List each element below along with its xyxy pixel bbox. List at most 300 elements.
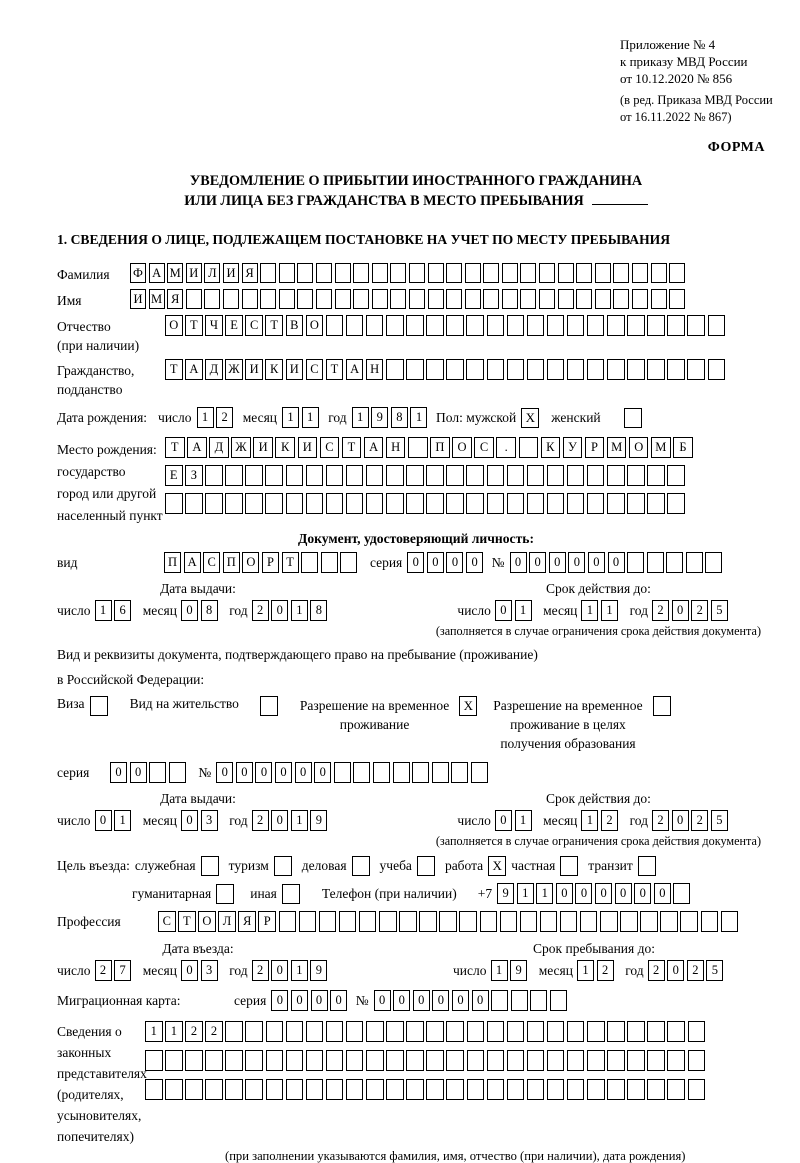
char-cell[interactable]: И <box>286 359 304 380</box>
char-cell[interactable] <box>279 263 295 283</box>
char-cell[interactable] <box>547 1079 565 1100</box>
char-cell[interactable]: Ф <box>130 263 146 283</box>
char-cell[interactable]: 1 <box>577 960 594 981</box>
char-cell[interactable] <box>316 289 332 309</box>
char-cell[interactable] <box>530 990 547 1011</box>
char-cell[interactable]: Т <box>165 359 183 380</box>
char-cell[interactable] <box>567 315 585 336</box>
char-cell[interactable] <box>326 315 344 336</box>
char-cell[interactable] <box>446 1050 464 1071</box>
char-cell[interactable]: П <box>223 552 240 573</box>
char-cell[interactable] <box>667 493 685 514</box>
char-cell[interactable] <box>286 465 304 486</box>
char-cell[interactable] <box>316 263 332 283</box>
char-cell[interactable]: 1 <box>536 883 553 904</box>
char-cell[interactable]: 0 <box>495 600 512 621</box>
char-cell[interactable]: Т <box>265 315 283 336</box>
char-cell[interactable]: 3 <box>201 960 218 981</box>
char-cell[interactable] <box>487 1021 505 1042</box>
char-cell[interactable]: 0 <box>295 762 312 783</box>
char-cell[interactable]: Т <box>178 911 196 932</box>
char-cell[interactable]: М <box>149 289 165 309</box>
char-cell[interactable] <box>627 359 645 380</box>
temp-permit-checkbox[interactable]: X <box>459 696 477 716</box>
char-cell[interactable] <box>386 1021 404 1042</box>
char-cell[interactable] <box>547 315 565 336</box>
char-cell[interactable]: 8 <box>310 600 327 621</box>
char-cell[interactable] <box>527 465 545 486</box>
char-cell[interactable]: 0 <box>556 883 573 904</box>
char-cell[interactable] <box>346 315 364 336</box>
char-cell[interactable]: Я <box>167 289 183 309</box>
char-cell[interactable] <box>223 289 239 309</box>
char-cell[interactable] <box>446 465 464 486</box>
char-cell[interactable] <box>386 359 404 380</box>
char-cell[interactable]: 0 <box>314 762 331 783</box>
char-cell[interactable] <box>632 289 648 309</box>
char-cell[interactable]: О <box>198 911 216 932</box>
char-cell[interactable]: Я <box>238 911 256 932</box>
char-cell[interactable] <box>507 1021 525 1042</box>
char-cell[interactable] <box>647 1079 665 1100</box>
char-cell[interactable] <box>520 289 536 309</box>
char-cell[interactable] <box>286 1050 304 1071</box>
char-cell[interactable] <box>701 911 719 932</box>
char-cell[interactable] <box>245 1079 263 1100</box>
char-cell[interactable] <box>627 1050 645 1071</box>
char-cell[interactable] <box>632 263 648 283</box>
char-cell[interactable] <box>627 552 644 573</box>
char-cell[interactable]: 2 <box>597 960 614 981</box>
char-cell[interactable] <box>335 263 351 283</box>
char-cell[interactable]: И <box>130 289 146 309</box>
char-cell[interactable]: 0 <box>588 552 605 573</box>
char-cell[interactable] <box>306 465 324 486</box>
char-cell[interactable] <box>507 1079 525 1100</box>
char-cell[interactable] <box>680 911 698 932</box>
char-cell[interactable] <box>507 315 525 336</box>
char-cell[interactable] <box>346 1050 364 1071</box>
char-cell[interactable] <box>204 289 220 309</box>
char-cell[interactable] <box>487 465 505 486</box>
char-cell[interactable] <box>185 1079 203 1100</box>
char-cell[interactable] <box>558 263 574 283</box>
char-cell[interactable]: 0 <box>510 552 527 573</box>
char-cell[interactable] <box>406 1079 424 1100</box>
char-cell[interactable]: Р <box>585 437 605 458</box>
char-cell[interactable]: Б <box>673 437 693 458</box>
char-cell[interactable] <box>502 263 518 283</box>
char-cell[interactable] <box>366 1079 384 1100</box>
char-cell[interactable]: 0 <box>654 883 671 904</box>
char-cell[interactable] <box>339 911 357 932</box>
char-cell[interactable] <box>487 359 505 380</box>
char-cell[interactable] <box>527 1050 545 1071</box>
char-cell[interactable] <box>306 493 324 514</box>
char-cell[interactable] <box>225 493 243 514</box>
char-cell[interactable]: 1 <box>302 407 319 428</box>
char-cell[interactable]: 0 <box>446 552 463 573</box>
char-cell[interactable]: 1 <box>145 1021 163 1042</box>
char-cell[interactable] <box>466 359 484 380</box>
char-cell[interactable] <box>299 911 317 932</box>
char-cell[interactable] <box>321 552 338 573</box>
char-cell[interactable]: 2 <box>652 810 669 831</box>
char-cell[interactable] <box>519 437 539 458</box>
char-cell[interactable]: 0 <box>374 990 391 1011</box>
char-cell[interactable] <box>466 315 484 336</box>
char-cell[interactable] <box>286 493 304 514</box>
char-cell[interactable] <box>627 1021 645 1042</box>
purpose-transit-checkbox[interactable] <box>638 856 656 876</box>
char-cell[interactable]: О <box>306 315 324 336</box>
char-cell[interactable] <box>627 315 645 336</box>
char-cell[interactable]: 9 <box>497 883 514 904</box>
char-cell[interactable] <box>297 289 313 309</box>
char-cell[interactable]: 2 <box>687 960 704 981</box>
char-cell[interactable] <box>627 1079 645 1100</box>
char-cell[interactable]: 2 <box>691 600 708 621</box>
char-cell[interactable]: 0 <box>255 762 272 783</box>
char-cell[interactable]: С <box>474 437 494 458</box>
char-cell[interactable] <box>386 1050 404 1071</box>
char-cell[interactable] <box>669 263 685 283</box>
char-cell[interactable] <box>446 359 464 380</box>
char-cell[interactable] <box>647 1050 665 1071</box>
char-cell[interactable] <box>306 1079 324 1100</box>
char-cell[interactable]: 2 <box>95 960 112 981</box>
char-cell[interactable]: Т <box>282 552 299 573</box>
char-cell[interactable] <box>373 762 390 783</box>
char-cell[interactable]: 2 <box>652 600 669 621</box>
char-cell[interactable]: А <box>187 437 207 458</box>
char-cell[interactable] <box>225 1079 243 1100</box>
char-cell[interactable]: 2 <box>252 600 269 621</box>
char-cell[interactable] <box>483 263 499 283</box>
char-cell[interactable] <box>651 289 667 309</box>
char-cell[interactable]: 0 <box>672 600 689 621</box>
char-cell[interactable] <box>527 359 545 380</box>
char-cell[interactable] <box>647 493 665 514</box>
purpose-business-checkbox[interactable] <box>352 856 370 876</box>
char-cell[interactable] <box>326 1079 344 1100</box>
char-cell[interactable] <box>465 289 481 309</box>
char-cell[interactable]: Е <box>225 315 243 336</box>
char-cell[interactable] <box>326 1021 344 1042</box>
char-cell[interactable]: Л <box>218 911 236 932</box>
char-cell[interactable]: 0 <box>311 990 328 1011</box>
char-cell[interactable] <box>558 289 574 309</box>
char-cell[interactable] <box>225 465 243 486</box>
char-cell[interactable] <box>587 1050 605 1071</box>
char-cell[interactable] <box>465 263 481 283</box>
char-cell[interactable] <box>511 990 528 1011</box>
char-cell[interactable] <box>205 493 223 514</box>
char-cell[interactable]: М <box>607 437 627 458</box>
char-cell[interactable] <box>386 1079 404 1100</box>
char-cell[interactable] <box>688 1050 706 1071</box>
char-cell[interactable] <box>185 493 203 514</box>
char-cell[interactable] <box>667 1021 685 1042</box>
char-cell[interactable]: 0 <box>667 960 684 981</box>
char-cell[interactable]: 1 <box>197 407 214 428</box>
char-cell[interactable] <box>386 315 404 336</box>
char-cell[interactable]: 0 <box>271 600 288 621</box>
char-cell[interactable]: 1 <box>114 810 131 831</box>
char-cell[interactable] <box>286 1021 304 1042</box>
char-cell[interactable] <box>607 465 625 486</box>
char-cell[interactable] <box>432 762 449 783</box>
char-cell[interactable] <box>379 911 397 932</box>
char-cell[interactable] <box>301 552 318 573</box>
char-cell[interactable] <box>667 1050 685 1071</box>
char-cell[interactable]: 8 <box>391 407 408 428</box>
char-cell[interactable] <box>399 911 417 932</box>
char-cell[interactable] <box>487 493 505 514</box>
char-cell[interactable] <box>426 1021 444 1042</box>
char-cell[interactable]: 0 <box>432 990 449 1011</box>
char-cell[interactable]: С <box>320 437 340 458</box>
char-cell[interactable] <box>647 1021 665 1042</box>
char-cell[interactable]: 0 <box>291 990 308 1011</box>
char-cell[interactable] <box>688 1079 706 1100</box>
char-cell[interactable] <box>319 911 337 932</box>
char-cell[interactable] <box>467 1079 485 1100</box>
char-cell[interactable] <box>205 1079 223 1100</box>
residence-permit-checkbox[interactable] <box>260 696 278 716</box>
char-cell[interactable]: Р <box>262 552 279 573</box>
char-cell[interactable]: 7 <box>114 960 131 981</box>
char-cell[interactable]: М <box>651 437 671 458</box>
char-cell[interactable] <box>587 493 605 514</box>
char-cell[interactable]: 0 <box>275 762 292 783</box>
char-cell[interactable] <box>480 911 498 932</box>
char-cell[interactable] <box>366 315 384 336</box>
char-cell[interactable]: А <box>149 263 165 283</box>
char-cell[interactable] <box>165 493 183 514</box>
char-cell[interactable] <box>647 359 665 380</box>
char-cell[interactable] <box>459 911 477 932</box>
char-cell[interactable] <box>666 552 683 573</box>
char-cell[interactable] <box>225 1021 243 1042</box>
char-cell[interactable] <box>446 1079 464 1100</box>
char-cell[interactable] <box>306 1021 324 1042</box>
char-cell[interactable] <box>406 359 424 380</box>
char-cell[interactable]: Т <box>165 437 185 458</box>
char-cell[interactable]: П <box>430 437 450 458</box>
char-cell[interactable] <box>595 263 611 283</box>
char-cell[interactable]: 1 <box>291 960 308 981</box>
char-cell[interactable]: З <box>185 465 203 486</box>
char-cell[interactable] <box>686 552 703 573</box>
char-cell[interactable]: 9 <box>310 960 327 981</box>
char-cell[interactable]: С <box>306 359 324 380</box>
char-cell[interactable] <box>386 465 404 486</box>
char-cell[interactable] <box>627 465 645 486</box>
sex-male-checkbox[interactable]: X <box>521 408 539 428</box>
char-cell[interactable] <box>306 1050 324 1071</box>
char-cell[interactable] <box>326 1050 344 1071</box>
char-cell[interactable] <box>547 1021 565 1042</box>
char-cell[interactable]: К <box>541 437 561 458</box>
char-cell[interactable]: 0 <box>672 810 689 831</box>
char-cell[interactable] <box>406 315 424 336</box>
char-cell[interactable]: И <box>298 437 318 458</box>
char-cell[interactable]: 1 <box>581 810 598 831</box>
char-cell[interactable] <box>547 465 565 486</box>
char-cell[interactable] <box>408 437 428 458</box>
char-cell[interactable] <box>390 263 406 283</box>
char-cell[interactable]: И <box>245 359 263 380</box>
char-cell[interactable]: 1 <box>581 600 598 621</box>
char-cell[interactable] <box>539 289 555 309</box>
char-cell[interactable] <box>446 1021 464 1042</box>
char-cell[interactable]: К <box>275 437 295 458</box>
char-cell[interactable]: 2 <box>601 810 618 831</box>
char-cell[interactable]: Т <box>326 359 344 380</box>
char-cell[interactable]: 0 <box>595 883 612 904</box>
char-cell[interactable]: 0 <box>216 762 233 783</box>
char-cell[interactable] <box>550 990 567 1011</box>
char-cell[interactable]: А <box>185 359 203 380</box>
char-cell[interactable]: 1 <box>601 600 618 621</box>
char-cell[interactable] <box>487 1079 505 1100</box>
char-cell[interactable] <box>266 1050 284 1071</box>
char-cell[interactable]: 9 <box>371 407 388 428</box>
char-cell[interactable]: 0 <box>495 810 512 831</box>
char-cell[interactable] <box>260 289 276 309</box>
char-cell[interactable] <box>426 493 444 514</box>
char-cell[interactable] <box>279 911 297 932</box>
char-cell[interactable]: 0 <box>608 552 625 573</box>
char-cell[interactable] <box>520 911 538 932</box>
char-cell[interactable]: 2 <box>252 810 269 831</box>
char-cell[interactable] <box>607 493 625 514</box>
char-cell[interactable] <box>353 762 370 783</box>
char-cell[interactable]: И <box>223 263 239 283</box>
char-cell[interactable] <box>687 359 705 380</box>
char-cell[interactable] <box>390 289 406 309</box>
char-cell[interactable] <box>647 465 665 486</box>
char-cell[interactable] <box>471 762 488 783</box>
char-cell[interactable]: Ж <box>231 437 251 458</box>
char-cell[interactable] <box>721 911 739 932</box>
char-cell[interactable]: 0 <box>130 762 147 783</box>
char-cell[interactable]: А <box>364 437 384 458</box>
char-cell[interactable] <box>242 289 258 309</box>
char-cell[interactable] <box>426 465 444 486</box>
visa-checkbox[interactable] <box>90 696 108 716</box>
char-cell[interactable] <box>426 1050 444 1071</box>
char-cell[interactable] <box>353 263 369 283</box>
char-cell[interactable] <box>567 465 585 486</box>
char-cell[interactable] <box>607 1021 625 1042</box>
char-cell[interactable]: 0 <box>95 810 112 831</box>
char-cell[interactable] <box>466 493 484 514</box>
char-cell[interactable]: 9 <box>310 810 327 831</box>
char-cell[interactable] <box>567 493 585 514</box>
char-cell[interactable] <box>419 911 437 932</box>
char-cell[interactable]: 0 <box>393 990 410 1011</box>
char-cell[interactable]: М <box>167 263 183 283</box>
char-cell[interactable]: 0 <box>236 762 253 783</box>
char-cell[interactable]: Д <box>205 359 223 380</box>
char-cell[interactable] <box>359 911 377 932</box>
char-cell[interactable]: 0 <box>271 810 288 831</box>
char-cell[interactable] <box>412 762 429 783</box>
char-cell[interactable]: 2 <box>691 810 708 831</box>
char-cell[interactable] <box>334 762 351 783</box>
char-cell[interactable] <box>667 465 685 486</box>
char-cell[interactable]: Я <box>242 263 258 283</box>
char-cell[interactable]: 1 <box>491 960 508 981</box>
char-cell[interactable] <box>576 263 592 283</box>
char-cell[interactable] <box>266 1021 284 1042</box>
char-cell[interactable] <box>205 1050 223 1071</box>
char-cell[interactable] <box>326 465 344 486</box>
char-cell[interactable]: И <box>186 263 202 283</box>
purpose-humanitarian-checkbox[interactable] <box>216 884 234 904</box>
char-cell[interactable] <box>406 493 424 514</box>
char-cell[interactable] <box>260 263 276 283</box>
char-cell[interactable]: Р <box>258 911 276 932</box>
char-cell[interactable] <box>502 289 518 309</box>
char-cell[interactable]: 1 <box>352 407 369 428</box>
char-cell[interactable]: Ч <box>205 315 223 336</box>
char-cell[interactable]: О <box>629 437 649 458</box>
char-cell[interactable] <box>426 315 444 336</box>
char-cell[interactable]: 0 <box>181 600 198 621</box>
char-cell[interactable]: 5 <box>711 810 728 831</box>
char-cell[interactable]: С <box>245 315 263 336</box>
char-cell[interactable] <box>607 315 625 336</box>
char-cell[interactable] <box>483 289 499 309</box>
char-cell[interactable] <box>595 289 611 309</box>
char-cell[interactable] <box>507 465 525 486</box>
char-cell[interactable] <box>446 263 462 283</box>
char-cell[interactable] <box>346 1079 364 1100</box>
char-cell[interactable] <box>406 1021 424 1042</box>
char-cell[interactable] <box>527 1021 545 1042</box>
char-cell[interactable] <box>346 465 364 486</box>
char-cell[interactable]: 0 <box>466 552 483 573</box>
char-cell[interactable]: Н <box>386 437 406 458</box>
char-cell[interactable] <box>145 1050 163 1071</box>
char-cell[interactable]: И <box>253 437 273 458</box>
char-cell[interactable] <box>372 289 388 309</box>
char-cell[interactable]: О <box>242 552 259 573</box>
char-cell[interactable] <box>560 911 578 932</box>
char-cell[interactable] <box>366 1050 384 1071</box>
char-cell[interactable]: 6 <box>114 600 131 621</box>
char-cell[interactable]: 0 <box>472 990 489 1011</box>
char-cell[interactable]: 0 <box>330 990 347 1011</box>
char-cell[interactable] <box>527 315 545 336</box>
char-cell[interactable]: 0 <box>549 552 566 573</box>
char-cell[interactable] <box>567 1079 585 1100</box>
char-cell[interactable] <box>409 289 425 309</box>
purpose-private-checkbox[interactable] <box>560 856 578 876</box>
char-cell[interactable] <box>186 289 202 309</box>
char-cell[interactable]: 0 <box>575 883 592 904</box>
char-cell[interactable]: 2 <box>648 960 665 981</box>
char-cell[interactable] <box>245 1050 263 1071</box>
char-cell[interactable] <box>393 762 410 783</box>
purpose-study-checkbox[interactable] <box>417 856 435 876</box>
char-cell[interactable] <box>708 359 726 380</box>
char-cell[interactable] <box>335 289 351 309</box>
char-cell[interactable] <box>346 493 364 514</box>
